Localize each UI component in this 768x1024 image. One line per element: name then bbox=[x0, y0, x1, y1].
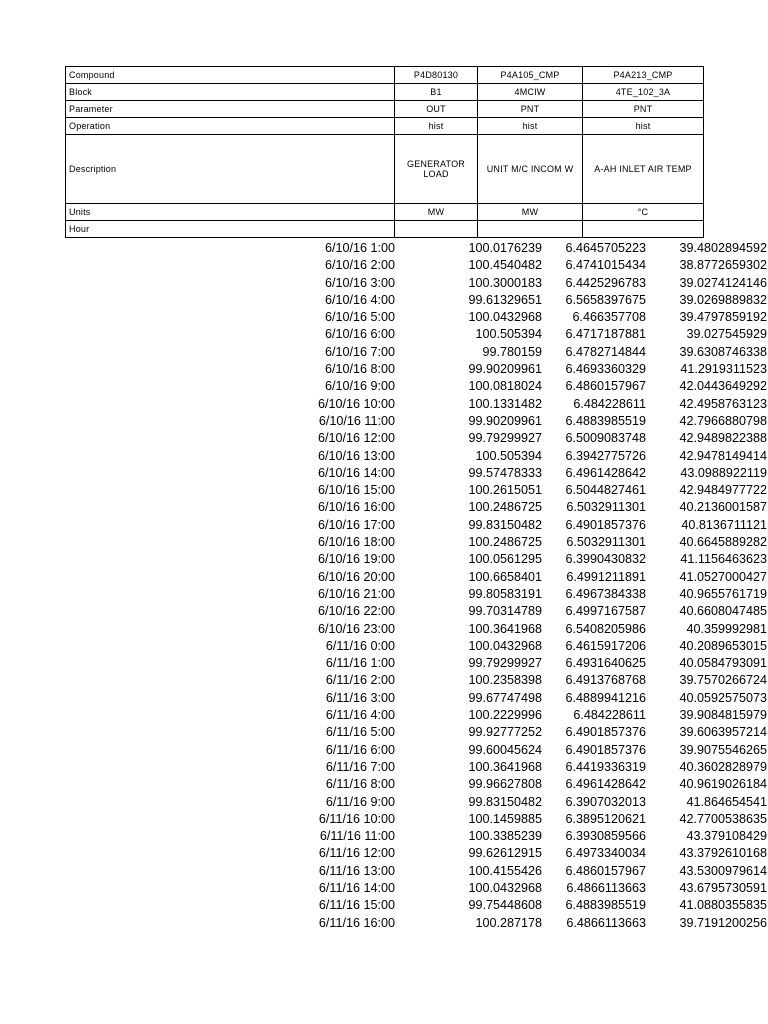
table-row bbox=[65, 517, 767, 534]
generator-load-cell: 100.1459885 bbox=[468, 811, 542, 826]
unit-incoming-cell: 6.3930859566 bbox=[565, 829, 646, 844]
inlet-air-temp-cell: 40.0592575073 bbox=[679, 690, 767, 705]
table-row bbox=[65, 465, 767, 482]
table-row bbox=[65, 794, 767, 811]
unit-incoming-cell: 6.484228611 bbox=[573, 396, 646, 411]
table-row bbox=[65, 361, 767, 378]
table-row bbox=[65, 724, 767, 741]
timestamp-cell: 6/10/16 22:00 bbox=[317, 604, 395, 619]
generator-load-cell: 100.287178 bbox=[475, 915, 542, 930]
generator-load-cell: 100.3000183 bbox=[468, 275, 542, 290]
generator-load-cell: 100.4155426 bbox=[468, 863, 542, 878]
table-row bbox=[65, 880, 767, 897]
generator-load-cell: 100.0818024 bbox=[468, 379, 542, 394]
generator-load-cell: 99.79299927 bbox=[468, 431, 542, 446]
table-row bbox=[65, 828, 767, 845]
inlet-air-temp-cell: 40.9619026184 bbox=[679, 777, 767, 792]
table-row bbox=[65, 811, 767, 828]
unit-incoming-cell: 6.4961428642 bbox=[565, 465, 646, 480]
unit-incoming-cell: 6.4901857376 bbox=[565, 725, 646, 740]
table-row bbox=[65, 586, 767, 603]
unit-incoming-cell: 6.4967384338 bbox=[565, 586, 646, 601]
unit-incoming-cell: 6.5044827461 bbox=[565, 483, 646, 498]
header-cell bbox=[583, 221, 704, 238]
inlet-air-temp-cell: 40.2089653015 bbox=[679, 638, 767, 653]
timestamp-cell: 6/11/16 13:00 bbox=[318, 863, 395, 878]
timestamp-cell: 6/10/16 17:00 bbox=[317, 517, 395, 532]
table-row bbox=[65, 240, 767, 257]
generator-load-cell: 100.0432968 bbox=[468, 310, 542, 325]
header-cell: A-AH INLET AIR TEMP bbox=[583, 135, 704, 204]
timestamp-cell: 6/10/16 23:00 bbox=[317, 621, 395, 636]
generator-load-cell: 100.1331482 bbox=[468, 396, 542, 411]
inlet-air-temp-cell: 39.6063957214 bbox=[679, 725, 767, 740]
generator-load-cell: 100.2486725 bbox=[468, 535, 542, 550]
table-row bbox=[65, 897, 767, 914]
timestamp-cell: 6/11/16 14:00 bbox=[318, 880, 395, 895]
unit-incoming-cell: 6.4425296783 bbox=[565, 275, 646, 290]
table-row bbox=[65, 776, 767, 793]
table-row bbox=[65, 534, 767, 551]
table-row bbox=[65, 413, 767, 430]
timestamp-cell: 6/10/16 3:00 bbox=[324, 275, 395, 290]
inlet-air-temp-cell: 42.7966880798 bbox=[679, 413, 767, 428]
generator-load-cell: 100.4540482 bbox=[468, 258, 542, 273]
header-row-description bbox=[66, 135, 704, 204]
timestamp-cell: 6/10/16 18:00 bbox=[317, 535, 395, 550]
unit-incoming-cell: 6.5408205986 bbox=[565, 621, 646, 636]
inlet-air-temp-cell: 40.6608047485 bbox=[679, 604, 767, 619]
timestamp-cell: 6/10/16 16:00 bbox=[317, 500, 395, 515]
inlet-air-temp-cell: 41.1156463623 bbox=[680, 552, 767, 567]
timestamp-cell: 6/10/16 15:00 bbox=[317, 483, 395, 498]
unit-incoming-cell: 6.484228611 bbox=[573, 708, 646, 723]
table-row bbox=[65, 309, 767, 326]
inlet-air-temp-cell: 39.6308746338 bbox=[679, 344, 767, 359]
header-cell: 4MCIW bbox=[478, 84, 583, 101]
unit-incoming-cell: 6.4615917206 bbox=[565, 638, 646, 653]
table-row bbox=[65, 863, 767, 880]
timestamp-cell: 6/10/16 14:00 bbox=[317, 465, 395, 480]
header-label: Hour bbox=[66, 221, 395, 238]
unit-incoming-cell: 6.3907032013 bbox=[565, 794, 646, 809]
table-row bbox=[65, 378, 767, 395]
header-cell: P4A213_CMP bbox=[583, 67, 704, 84]
generator-load-cell: 99.67747498 bbox=[468, 690, 542, 705]
generator-load-cell: 99.83150482 bbox=[468, 794, 542, 809]
generator-load-cell: 99.80583191 bbox=[468, 586, 542, 601]
inlet-air-temp-cell: 42.9484977722 bbox=[679, 483, 767, 498]
unit-incoming-cell: 6.3942775726 bbox=[565, 448, 646, 463]
table-row bbox=[65, 257, 767, 274]
timestamp-cell: 6/10/16 5:00 bbox=[324, 310, 395, 325]
timestamp-cell: 6/10/16 8:00 bbox=[324, 362, 395, 377]
table-row bbox=[65, 603, 767, 620]
timestamp-cell: 6/11/16 1:00 bbox=[325, 656, 395, 671]
inlet-air-temp-cell: 39.4797859192 bbox=[679, 310, 767, 325]
inlet-air-temp-cell: 39.7191200256 bbox=[679, 915, 767, 930]
generator-load-cell: 99.75448608 bbox=[468, 898, 542, 913]
unit-incoming-cell: 6.4901857376 bbox=[565, 742, 646, 757]
timestamp-cell: 6/11/16 9:00 bbox=[325, 794, 395, 809]
inlet-air-temp-cell: 42.0443649292 bbox=[679, 379, 767, 394]
table-row bbox=[65, 915, 767, 932]
generator-load-cell: 99.61329651 bbox=[468, 292, 542, 307]
timestamp-cell: 6/10/16 21:00 bbox=[317, 586, 395, 601]
timestamp-cell: 6/10/16 12:00 bbox=[317, 431, 395, 446]
generator-load-cell: 100.3641968 bbox=[468, 759, 542, 774]
inlet-air-temp-cell: 43.6795730591 bbox=[679, 880, 767, 895]
inlet-air-temp-cell: 42.9478149414 bbox=[679, 448, 767, 463]
timestamp-cell: 6/10/16 9:00 bbox=[324, 379, 395, 394]
inlet-air-temp-cell: 42.7700538635 bbox=[679, 811, 767, 826]
header-label: Operation bbox=[66, 118, 395, 135]
timestamp-cell: 6/11/16 4:00 bbox=[325, 708, 395, 723]
generator-load-cell: 100.2486725 bbox=[468, 500, 542, 515]
unit-incoming-cell: 6.5009083748 bbox=[565, 431, 646, 446]
timestamp-cell: 6/11/16 5:00 bbox=[325, 725, 395, 740]
unit-incoming-cell: 6.5032911301 bbox=[566, 535, 646, 550]
table-row bbox=[65, 672, 767, 689]
table-row bbox=[65, 499, 767, 516]
inlet-air-temp-cell: 42.4958763123 bbox=[679, 396, 767, 411]
timestamp-cell: 6/11/16 7:00 bbox=[325, 759, 395, 774]
timestamp-cell: 6/11/16 2:00 bbox=[325, 673, 395, 688]
table-row bbox=[65, 430, 767, 447]
generator-load-cell: 100.0176239 bbox=[468, 241, 542, 255]
unit-incoming-cell: 6.4997167587 bbox=[565, 604, 646, 619]
generator-load-cell: 100.0432968 bbox=[468, 638, 542, 653]
unit-incoming-cell: 6.4883985519 bbox=[565, 898, 646, 913]
unit-incoming-cell: 6.4883985519 bbox=[565, 413, 646, 428]
unit-incoming-cell: 6.4931640625 bbox=[565, 656, 646, 671]
generator-load-cell: 99.96627808 bbox=[468, 777, 542, 792]
header-row-units bbox=[66, 204, 704, 221]
table-row bbox=[65, 621, 767, 638]
unit-incoming-cell: 6.4860157967 bbox=[565, 379, 646, 394]
unit-incoming-cell: 6.4693360329 bbox=[565, 362, 646, 377]
table-row bbox=[65, 707, 767, 724]
table-row bbox=[65, 759, 767, 776]
header-cell: MW bbox=[478, 204, 583, 221]
table-row bbox=[65, 326, 767, 343]
unit-incoming-cell: 6.5032911301 bbox=[566, 500, 646, 515]
timestamp-cell: 6/11/16 8:00 bbox=[325, 777, 395, 792]
generator-load-cell: 99.92777252 bbox=[468, 725, 542, 740]
generator-load-cell: 100.0561295 bbox=[468, 552, 542, 567]
header-cell: MW bbox=[395, 204, 478, 221]
header-row-parameter bbox=[66, 101, 704, 118]
unit-incoming-cell: 6.5658397675 bbox=[565, 292, 646, 307]
inlet-air-temp-cell: 38.8772659302 bbox=[679, 258, 767, 273]
header-cell: B1 bbox=[395, 84, 478, 101]
inlet-air-temp-cell: 43.3792610168 bbox=[679, 846, 767, 861]
timestamp-cell: 6/11/16 15:00 bbox=[318, 898, 395, 913]
table-row bbox=[65, 551, 767, 568]
inlet-air-temp-cell: 40.2136001587 bbox=[679, 500, 767, 515]
inlet-air-temp-cell: 39.7570266724 bbox=[679, 673, 767, 688]
inlet-air-temp-cell: 39.0274124146 bbox=[679, 275, 767, 290]
timestamp-cell: 6/11/16 12:00 bbox=[318, 846, 395, 861]
unit-incoming-cell: 6.4991211891 bbox=[566, 569, 646, 584]
unit-incoming-cell: 6.466357708 bbox=[572, 310, 646, 325]
unit-incoming-cell: 6.4866113663 bbox=[566, 880, 646, 895]
inlet-air-temp-cell: 40.359992981 bbox=[686, 621, 767, 636]
unit-incoming-cell: 6.4901857376 bbox=[565, 517, 646, 532]
unit-incoming-cell: 6.4961428642 bbox=[565, 777, 646, 792]
header-row-block bbox=[66, 84, 704, 101]
inlet-air-temp-cell: 39.9084815979 bbox=[679, 708, 767, 723]
timestamp-cell: 6/10/16 1:00 bbox=[324, 241, 395, 255]
header-row-compound bbox=[66, 67, 704, 84]
timestamp-cell: 6/11/16 0:00 bbox=[325, 638, 395, 653]
header-cell: P4A105_CMP bbox=[478, 67, 583, 84]
header-cell: GENERATOR LOAD bbox=[395, 135, 478, 204]
inlet-air-temp-cell: 41.864654541 bbox=[686, 794, 767, 809]
inlet-air-temp-cell: 39.0269889832 bbox=[679, 292, 767, 307]
generator-load-cell: 99.79299927 bbox=[468, 656, 542, 671]
header-cell: hist bbox=[583, 118, 704, 135]
header-cell bbox=[395, 221, 478, 238]
inlet-air-temp-cell: 41.0527000427 bbox=[679, 569, 767, 584]
table-row bbox=[65, 569, 767, 586]
header-label: Compound bbox=[66, 67, 395, 84]
unit-incoming-cell: 6.4782714844 bbox=[565, 344, 646, 359]
timestamp-cell: 6/10/16 7:00 bbox=[324, 344, 395, 359]
data-rows bbox=[65, 240, 767, 932]
table-row bbox=[65, 292, 767, 309]
generator-load-cell: 100.3385239 bbox=[468, 829, 542, 844]
unit-incoming-cell: 6.3895120621 bbox=[565, 811, 646, 826]
table-row bbox=[65, 845, 767, 862]
inlet-air-temp-cell: 42.9489822388 bbox=[679, 431, 767, 446]
inlet-air-temp-cell: 39.027545929 bbox=[686, 327, 767, 342]
unit-incoming-cell: 6.4973340034 bbox=[565, 846, 646, 861]
table-row bbox=[65, 690, 767, 707]
header-table-body bbox=[66, 67, 704, 238]
timestamp-cell: 6/11/16 10:00 bbox=[318, 811, 395, 826]
generator-load-cell: 99.83150482 bbox=[468, 517, 542, 532]
header-cell: PNT bbox=[583, 101, 704, 118]
unit-incoming-cell: 6.4913768768 bbox=[565, 673, 646, 688]
header-cell: OUT bbox=[395, 101, 478, 118]
timestamp-cell: 6/10/16 6:00 bbox=[324, 327, 395, 342]
header-cell: °C bbox=[583, 204, 704, 221]
timestamp-cell: 6/10/16 19:00 bbox=[317, 552, 395, 567]
header-cell: hist bbox=[395, 118, 478, 135]
generator-load-cell: 100.2615051 bbox=[468, 483, 542, 498]
header-cell: 4TE_102_3A bbox=[583, 84, 704, 101]
header-label: Description bbox=[66, 135, 395, 204]
header-cell: UNIT M/C INCOM W bbox=[478, 135, 583, 204]
timestamp-cell: 6/10/16 11:00 bbox=[318, 413, 395, 428]
generator-load-cell: 99.62612915 bbox=[468, 846, 542, 861]
inlet-air-temp-cell: 39.4802894592 bbox=[679, 241, 767, 255]
header-cell: hist bbox=[478, 118, 583, 135]
generator-load-cell: 100.505394 bbox=[475, 448, 542, 463]
inlet-air-temp-cell: 43.379108429 bbox=[686, 829, 767, 844]
inlet-air-temp-cell: 43.5300979614 bbox=[679, 863, 767, 878]
timestamp-cell: 6/11/16 16:00 bbox=[318, 915, 395, 930]
inlet-air-temp-cell: 40.6645889282 bbox=[679, 535, 767, 550]
header-cell bbox=[478, 221, 583, 238]
generator-load-cell: 99.57478333 bbox=[468, 465, 542, 480]
inlet-air-temp-cell: 40.3602828979 bbox=[679, 759, 767, 774]
generator-load-cell: 99.90209961 bbox=[468, 362, 542, 377]
table-row bbox=[65, 396, 767, 413]
generator-load-cell: 100.2358398 bbox=[468, 673, 542, 688]
unit-incoming-cell: 6.4419336319 bbox=[565, 759, 646, 774]
header-label: Parameter bbox=[66, 101, 395, 118]
table-row bbox=[65, 344, 767, 361]
table-row bbox=[65, 638, 767, 655]
timestamp-cell: 6/10/16 13:00 bbox=[317, 448, 395, 463]
inlet-air-temp-cell: 41.0880355835 bbox=[679, 898, 767, 913]
generator-load-cell: 99.60045624 bbox=[468, 742, 542, 757]
unit-incoming-cell: 6.4860157967 bbox=[565, 863, 646, 878]
inlet-air-temp-cell: 39.9075546265 bbox=[679, 742, 767, 757]
generator-load-cell: 100.3641968 bbox=[468, 621, 542, 636]
unit-incoming-cell: 6.4741015434 bbox=[565, 258, 646, 273]
header-label: Units bbox=[66, 204, 395, 221]
unit-incoming-cell: 6.4645705223 bbox=[565, 241, 646, 255]
header-table bbox=[65, 66, 704, 238]
timestamp-cell: 6/11/16 3:00 bbox=[325, 690, 395, 705]
generator-load-cell: 100.6658401 bbox=[468, 569, 542, 584]
generator-load-cell: 99.90209961 bbox=[468, 413, 542, 428]
unit-incoming-cell: 6.4889941216 bbox=[565, 690, 646, 705]
inlet-air-temp-cell: 41.2919311523 bbox=[680, 362, 767, 377]
table-row bbox=[65, 655, 767, 672]
table-row bbox=[65, 742, 767, 759]
header-row-hour bbox=[66, 221, 704, 238]
timestamp-cell: 6/10/16 4:00 bbox=[324, 292, 395, 307]
timestamp-cell: 6/10/16 10:00 bbox=[317, 396, 395, 411]
table-row bbox=[65, 482, 767, 499]
table-row bbox=[65, 448, 767, 465]
generator-load-cell: 99.780159 bbox=[482, 344, 542, 359]
unit-incoming-cell: 6.4717187881 bbox=[565, 327, 646, 342]
unit-incoming-cell: 6.4866113663 bbox=[566, 915, 646, 930]
inlet-air-temp-cell: 40.0584793091 bbox=[679, 656, 767, 671]
generator-load-cell: 99.70314789 bbox=[468, 604, 542, 619]
header-cell: PNT bbox=[478, 101, 583, 118]
unit-incoming-cell: 6.3990430832 bbox=[565, 552, 646, 567]
timestamp-cell: 6/10/16 20:00 bbox=[317, 569, 395, 584]
generator-load-cell: 100.505394 bbox=[475, 327, 542, 342]
table-row bbox=[65, 275, 767, 292]
timestamp-cell: 6/11/16 11:00 bbox=[319, 829, 395, 844]
header-cell: P4D80130 bbox=[395, 67, 478, 84]
header-row-operation bbox=[66, 118, 704, 135]
generator-load-cell: 100.2229996 bbox=[468, 708, 542, 723]
generator-load-cell: 100.0432968 bbox=[468, 880, 542, 895]
inlet-air-temp-cell: 40.9655761719 bbox=[679, 586, 767, 601]
inlet-air-temp-cell: 43.0988922119 bbox=[680, 465, 767, 480]
inlet-air-temp-cell: 40.8136711121 bbox=[681, 517, 767, 532]
timestamp-cell: 6/10/16 2:00 bbox=[324, 258, 395, 273]
header-label: Block bbox=[66, 84, 395, 101]
timestamp-cell: 6/11/16 6:00 bbox=[325, 742, 395, 757]
